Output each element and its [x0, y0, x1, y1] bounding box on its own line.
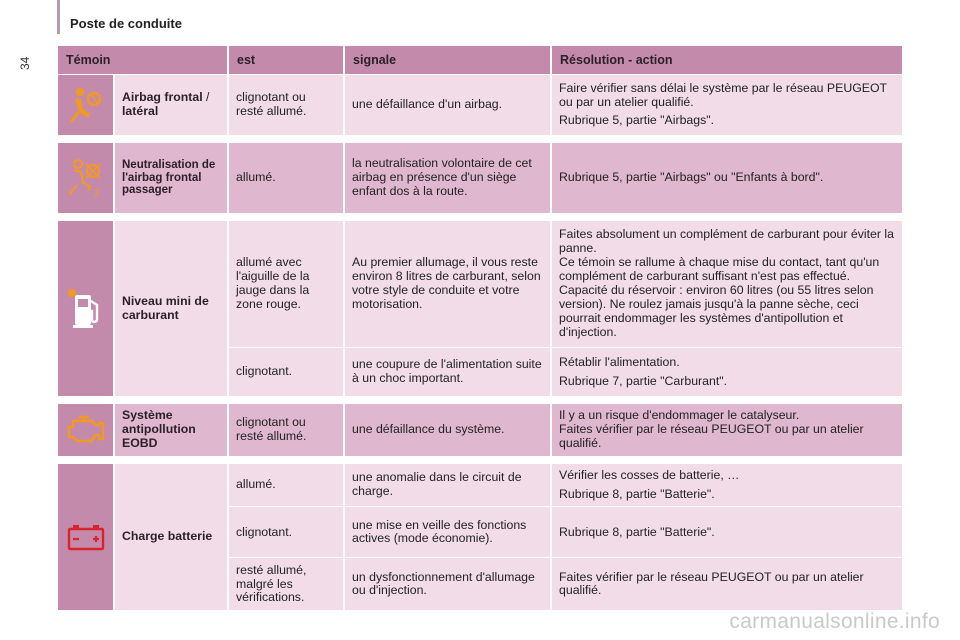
resolution-cell: Rubrique 5, partie "Airbags" ou "Enfants à bord".: [552, 143, 902, 213]
resolution-cell: Faire vérifier sans délai le système par le réseau PEUGEOT ou par un atelier qualifié. Rubrique 5, partie "Airbags".: [552, 75, 902, 135]
warning-name-airbag: Airbag frontal / latéral: [115, 75, 229, 135]
icon-cell: [58, 221, 115, 396]
airbag-deactivated-icon: [65, 157, 107, 199]
resolution-cell: Vérifier les cosses de batterie, … Rubrique 8, partie "Batterie".: [552, 464, 902, 507]
warning-name-fuel: Niveau mini de carburant: [115, 221, 229, 396]
table-row-battery: [58, 464, 902, 507]
warning-name-neutralisation: Neutralisation de l'airbag frontal passager: [115, 143, 229, 213]
est-cell: allumé avec l'aiguille de la jauge dans la zone rouge.: [229, 221, 345, 347]
warning-name-eobd: Système antipollution EOBD: [115, 404, 229, 456]
est-cell: allumé.: [229, 143, 345, 213]
signale-cell: une défaillance du système.: [345, 404, 552, 456]
signale-cell: un dysfonctionnement d'allumage ou d'injection.: [345, 558, 552, 610]
resolution-cell: Rétablir l'alimentation. Rubrique 7, partie "Carburant".: [552, 348, 902, 396]
icon-cell: [58, 75, 115, 135]
svg-text:2: 2: [93, 188, 100, 199]
warning-name-battery: Charge batterie: [115, 464, 229, 611]
est-cell: allumé.: [229, 464, 345, 507]
est-cell: clignotant ou resté allumé.: [229, 75, 345, 135]
header-signale: signale: [345, 46, 552, 74]
table-row-eobd: [58, 404, 902, 456]
signale-cell: une coupure de l'alimentation suite à un choc important.: [345, 348, 552, 396]
header-resolution: Résolution - action: [552, 46, 902, 74]
est-cell: resté allumé, malgré les vérifications.: [229, 558, 345, 610]
icon-cell: [58, 143, 115, 213]
table-row-fuel: [58, 221, 902, 347]
icon-cell: [58, 404, 115, 456]
table-row-airbag-neutralisation: [58, 143, 902, 213]
header-est: est: [229, 46, 345, 74]
icon-cell: [58, 464, 115, 611]
table-header-row: [58, 46, 902, 74]
signale-cell: Au premier allumage, il vous reste environ 8 litres de carburant, selon votre style de conduite et votre motorisation.: [345, 221, 552, 347]
est-cell: clignotant ou resté allumé.: [229, 404, 345, 456]
watermark: carmanualsonline.info: [729, 610, 940, 633]
resolution-cell: Faites vérifier par le réseau PEUGEOT ou par un atelier qualifié.: [552, 558, 902, 610]
fuel-pump-icon: [66, 287, 106, 331]
signale-cell: une mise en veille des fonctions actives (mode économie).: [345, 507, 552, 557]
battery-icon: [65, 522, 107, 552]
warning-lights-table: [58, 45, 902, 611]
signale-cell: la neutralisation volontaire de cet airbag en présence d'un siège enfant dos à la route.: [345, 143, 552, 213]
est-cell: clignotant.: [229, 348, 345, 396]
section-title: Poste de conduite: [70, 16, 182, 31]
resolution-cell: Faites absolument un complément de carburant pour éviter la panne. Ce témoin se rallume à chaque mise du contact, tant qu'un complément de carburant suffisant n'est pas effectué. Capacité du réservoir : environ 60 litres (ou 55 litres selon version). Ne roulez jamais jusqu'à la panne sèche, ceci pourrait endommager les systèmes d'antipollution et d'injection.: [552, 221, 902, 347]
est-cell: clignotant.: [229, 507, 345, 557]
header-temoin: Témoin: [58, 46, 229, 74]
airbag-warning-icon: [66, 85, 106, 125]
resolution-cell: Il y a un risque d'endommager le catalyseur. Faites vérifier par le réseau PEUGEOT ou par un atelier qualifié.: [552, 404, 902, 456]
signale-cell: une anomalie dans le circuit de charge.: [345, 464, 552, 507]
signale-cell: une défaillance d'un airbag.: [345, 75, 552, 135]
resolution-cell: Rubrique 8, partie "Batterie".: [552, 507, 902, 557]
table-row-airbag: [58, 75, 902, 135]
section-marker-bar: [57, 0, 60, 34]
page-number: 34: [18, 56, 32, 70]
engine-icon: [65, 413, 107, 447]
